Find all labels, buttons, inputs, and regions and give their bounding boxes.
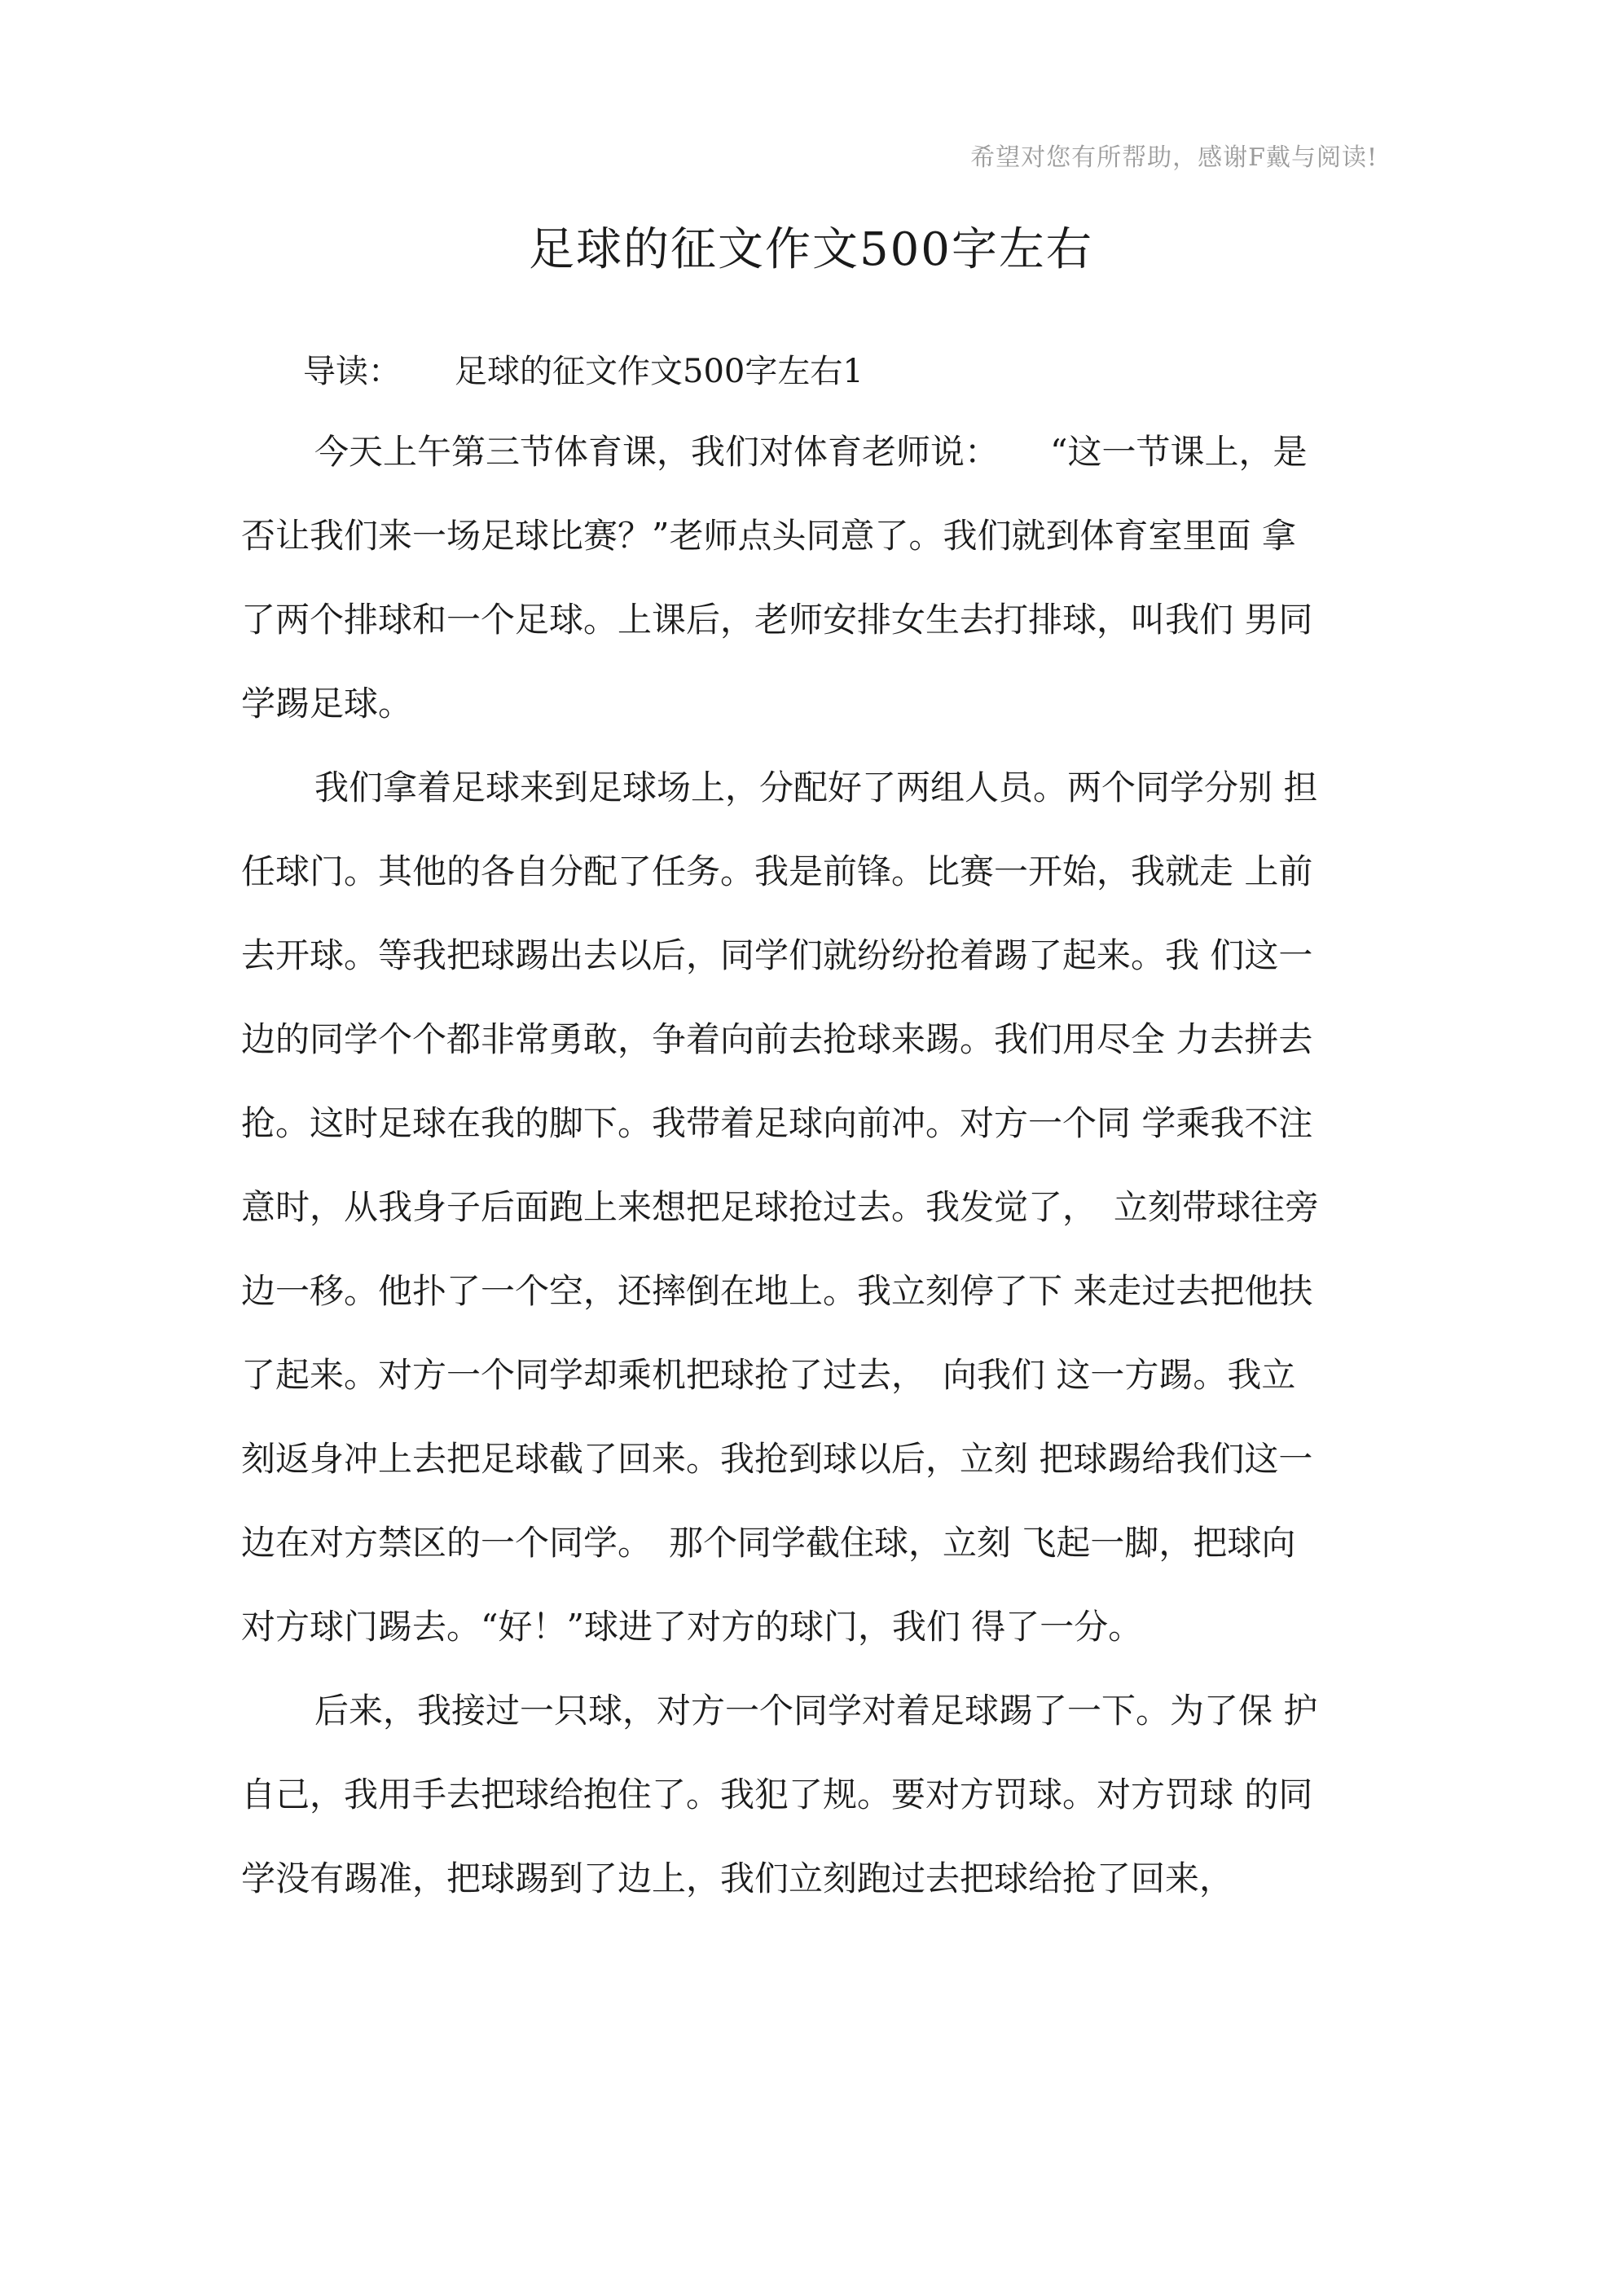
paragraph-line: 了两个排球和一个足球。上课后，老师安排女生去打排球，叫我们 男同	[241, 600, 1313, 640]
paragraph-line: 我们拿着足球来到足球场上，分配好了两组人员。两个同学分别 担	[314, 768, 1318, 807]
paragraph-line: 意时，从我身子后面跑上来想把足球抢过去。我发觉了， 立刻带球往旁	[241, 1187, 1320, 1227]
paragraph-line: 学踢足球。	[241, 684, 413, 724]
intro-line	[303, 345, 864, 392]
intro-label: 导读：	[303, 353, 401, 390]
header-note: 希望对您有所帮助，感谢F戴与阅读!	[970, 143, 1378, 172]
body-text	[241, 420, 1382, 1930]
paragraph-line: 否让我们来一场足球比赛？”老师点头同意了。我们就到体育室里面 拿	[241, 516, 1296, 556]
paragraph-line: 今天上午第三节体育课，我们对体育老师说： “这一节课上，是	[314, 432, 1308, 472]
paragraph-3	[241, 1678, 1382, 1930]
paragraph-line: 边一移。他扑了一个空，还摔倒在地上。我立刻停了下 来走过去把他扶	[241, 1271, 1313, 1311]
paragraph-line: 自己，我用手去把球给抱住了。我犯了规。要对方罚球。对方罚球 的同	[241, 1775, 1313, 1814]
paragraph-line: 去开球。等我把球踢出去以后，同学们就纷纷抢着踢了起来。我 们这一	[241, 935, 1313, 975]
intro-text: 足球的征文作文500字左右1	[455, 353, 864, 390]
paragraph-line: 刻返身冲上去把足球截了回来。我抢到球以后，立刻 把球踢给我们这一	[241, 1439, 1313, 1479]
paragraph-line: 边的同学个个都非常勇敢，争着向前去抢球来踢。我们用尽全 力去拼去	[241, 1019, 1313, 1059]
paragraph-2	[241, 755, 1382, 1678]
paragraph-line: 后来，我接过一只球，对方一个同学对着足球踢了一下。为了保 护	[314, 1691, 1318, 1731]
paragraph-1	[241, 420, 1382, 755]
paragraph-line: 任球门。其他的各自分配了任务。我是前锋。比赛一开始，我就走 上前	[241, 851, 1313, 891]
paragraph-line: 对方球门踢去。“好！”球进了对方的球门，我们 得了一分。	[241, 1607, 1143, 1647]
paragraph-line: 学没有踢准，把球踢到了边上，我们立刻跑过去把球给抢了回来，	[241, 1858, 1234, 1898]
paragraph-line: 边在对方禁区的一个同学。 那个同学截住球，立刻 飞起一脚，把球向	[241, 1523, 1296, 1563]
paragraph-line: 抢。这时足球在我的脚下。我带着足球向前冲。对方一个同 学乘我不注	[241, 1103, 1313, 1143]
paragraph-line: 了起来。对方一个同学却乘机把球抢了过去， 向我们 这一方踢。我立	[241, 1355, 1296, 1395]
page-title: 足球的征文作文500字左右	[529, 223, 1093, 276]
